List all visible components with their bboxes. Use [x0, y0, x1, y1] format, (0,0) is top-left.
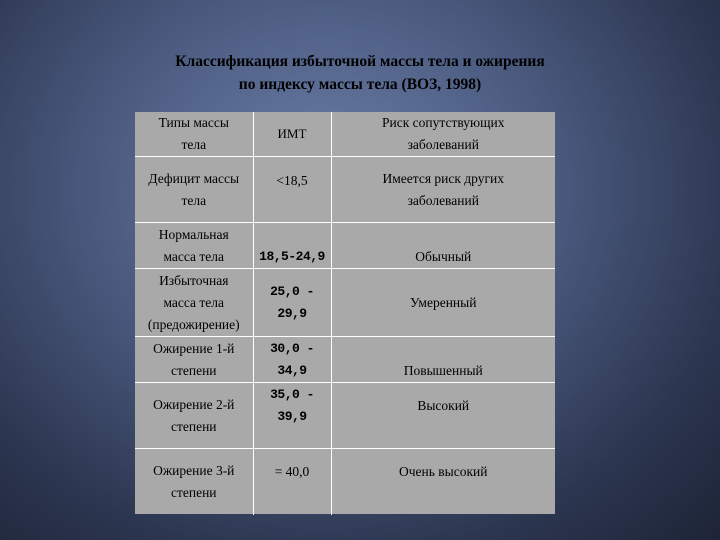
slide-title-line-1: Классификация избыточной массы тела и ожирения: [175, 53, 545, 70]
risk-line: Высокий: [417, 397, 470, 413]
table-row: [135, 383, 555, 449]
body-type-cell: [135, 383, 253, 449]
body-type-cell: [135, 157, 253, 223]
risk-line: Повышенный: [403, 363, 483, 378]
bmi-value: 25,0 - 29,9: [270, 283, 314, 321]
slide-title-line-2: по индексу массы тела (ВОЗ, 1998): [238, 76, 482, 93]
risk-cell: [331, 383, 555, 449]
body-type-cell: [135, 269, 253, 337]
bmi-value: 35,0 - 39,9: [270, 386, 314, 424]
header-body-type-line-2: тела: [181, 137, 207, 152]
header-body-type: [135, 112, 253, 157]
risk-line: Обычный: [415, 249, 472, 264]
body-type-line: масса тела: [163, 294, 225, 310]
body-type-line: масса тела: [163, 248, 225, 264]
risk-line: Умеренный: [410, 294, 477, 310]
body-type-line: Дефицит массы: [148, 170, 240, 186]
body-type-line: Нормальная: [158, 226, 229, 242]
table-row: [135, 337, 555, 383]
bmi-value: = 40,0: [274, 463, 310, 479]
header-body-type-line-1: Типы массы: [158, 115, 229, 130]
bmi-cell: [253, 157, 331, 223]
bmi-cell: [253, 383, 331, 449]
table-row: [135, 449, 555, 515]
bmi-cell: [253, 223, 331, 269]
header-bmi-label: ИМТ: [277, 126, 307, 141]
table-row: [135, 269, 555, 337]
risk-cell: [331, 449, 555, 515]
bmi-cell: [253, 269, 331, 337]
body-type-line: степени: [170, 484, 217, 500]
risk-cell: [331, 337, 555, 383]
body-type-line: Ожирение 1-й: [153, 340, 235, 356]
risk-line: Имеется риск других: [382, 170, 505, 186]
header-risk-line-2: заболеваний: [407, 137, 479, 152]
table-header-row: [135, 112, 555, 157]
body-type-cell: [135, 449, 253, 515]
bmi-value: 18,5-24,9: [259, 249, 325, 264]
risk-cell: [331, 269, 555, 337]
body-type-line: степени: [170, 362, 217, 378]
body-type-line: (предожирение): [147, 316, 240, 332]
bmi-value: 30,0 - 34,9: [270, 341, 314, 378]
header-comorbidity-risk: [331, 112, 555, 157]
header-bmi: [253, 112, 331, 157]
bmi-cell: [253, 449, 331, 515]
bmi-value: <18,5: [276, 173, 308, 188]
bmi-classification-table: [135, 112, 555, 515]
body-type-line: Ожирение 2-й: [153, 396, 235, 412]
body-type-cell: [135, 337, 253, 383]
body-type-line: Избыточная: [159, 272, 229, 288]
body-type-line: Ожирение 3-й: [153, 462, 235, 478]
risk-cell: [331, 223, 555, 269]
risk-line: заболеваний: [407, 192, 479, 208]
table-row: [135, 157, 555, 223]
slide-title: [0, 50, 720, 96]
bmi-cell: [253, 337, 331, 383]
body-type-line: степени: [170, 418, 217, 434]
risk-cell: [331, 157, 555, 223]
header-risk-line-1: Риск сопутствующих: [382, 115, 505, 130]
table-row: [135, 223, 555, 269]
risk-line: Очень высокий: [399, 463, 488, 479]
body-type-line: тела: [181, 192, 207, 208]
body-type-cell: [135, 223, 253, 269]
